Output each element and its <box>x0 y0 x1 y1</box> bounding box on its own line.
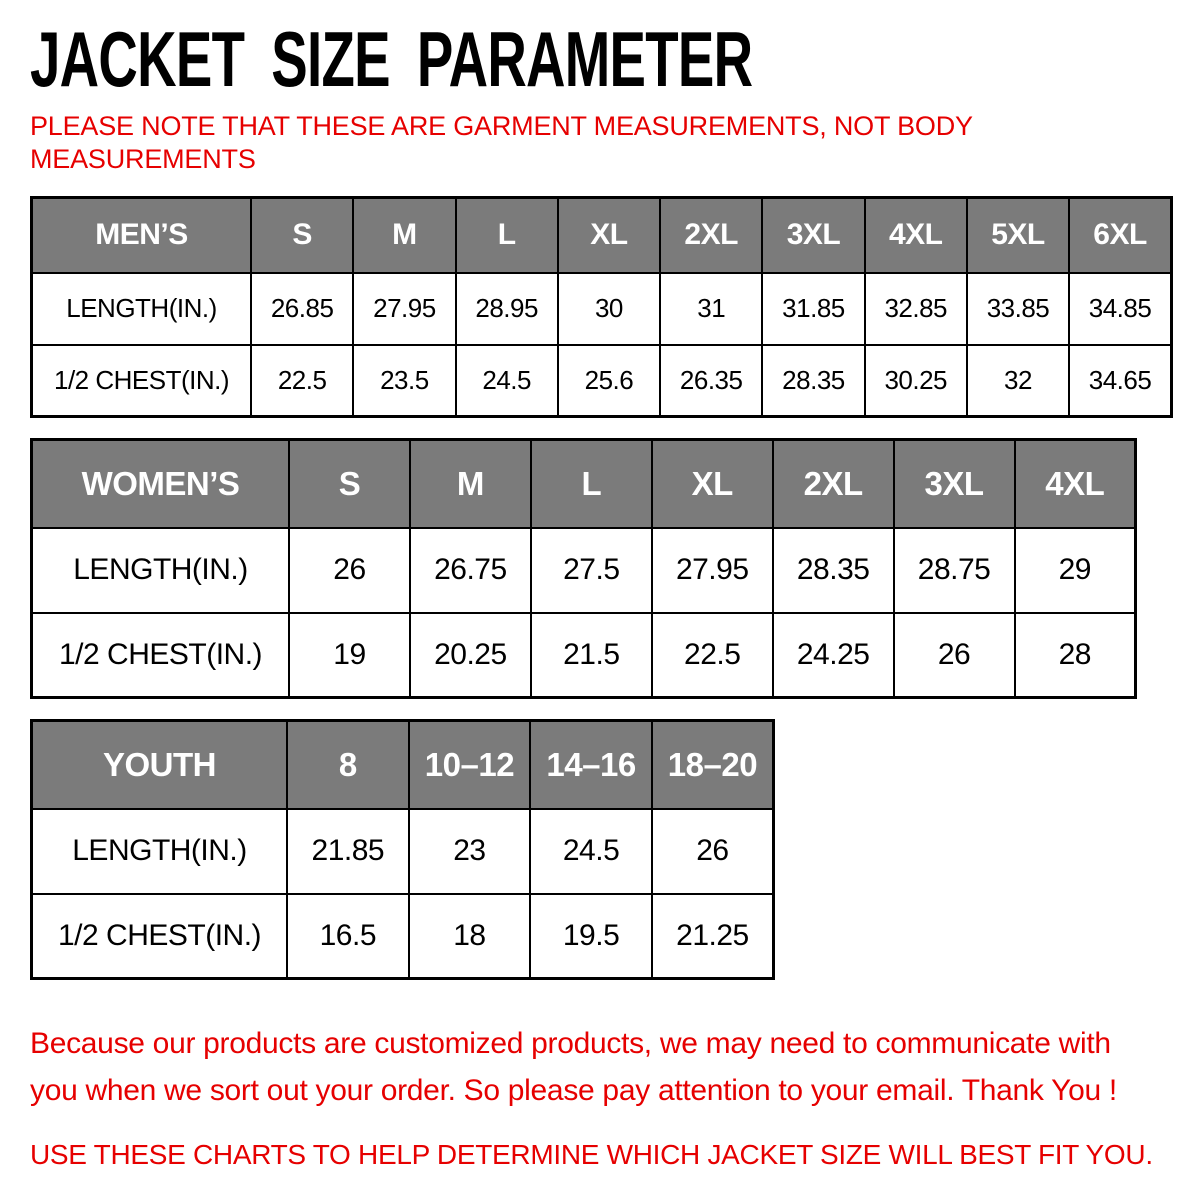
size-value-cell: 28.75 <box>894 528 1015 613</box>
fit-advice-line: USE THESE CHARTS TO HELP DETERMINE WHICH JACKET SIZE WILL BEST FIT YOU. <box>30 1139 1153 1170</box>
table-title-cell: MEN’S <box>32 198 252 273</box>
size-column-header: 4XL <box>1015 440 1136 528</box>
measurement-row <box>32 345 1172 417</box>
size-column-header: M <box>353 198 455 273</box>
mens-size-table <box>30 196 1173 418</box>
size-value-cell: 26.85 <box>251 273 353 345</box>
measurement-row <box>32 613 1136 698</box>
size-column-header: M <box>410 440 531 528</box>
size-value-cell: 22.5 <box>652 613 773 698</box>
size-column-header: 6XL <box>1069 198 1171 273</box>
size-column-header: S <box>289 440 410 528</box>
size-header-row <box>32 440 1136 528</box>
size-value-cell: 33.85 <box>967 273 1069 345</box>
size-column-header: 8 <box>287 721 409 809</box>
size-column-header: 14–16 <box>530 721 652 809</box>
measurement-row <box>32 894 774 979</box>
size-value-cell: 26.75 <box>410 528 531 613</box>
size-value-cell: 26 <box>652 809 774 894</box>
size-value-cell: 22.5 <box>251 345 353 417</box>
size-column-header: S <box>251 198 353 273</box>
table-title-cell: YOUTH <box>32 721 288 809</box>
size-value-cell: 24.5 <box>530 809 652 894</box>
size-value-cell: 23 <box>409 809 531 894</box>
size-value-cell: 23.5 <box>353 345 455 417</box>
size-value-cell: 28 <box>1015 613 1136 698</box>
size-value-cell: 27.95 <box>652 528 773 613</box>
measurement-row-label: LENGTH(IN.) <box>32 528 290 613</box>
size-value-cell: 34.65 <box>1069 345 1171 417</box>
size-value-cell: 26 <box>289 528 410 613</box>
youth-size-table <box>30 719 775 980</box>
size-value-cell: 21.25 <box>652 894 774 979</box>
size-value-cell: 28.95 <box>456 273 558 345</box>
size-value-cell: 32 <box>967 345 1069 417</box>
size-column-header: 3XL <box>762 198 864 273</box>
size-column-header: 10–12 <box>409 721 531 809</box>
size-value-cell: 26 <box>894 613 1015 698</box>
size-value-cell: 27.5 <box>531 528 652 613</box>
size-column-header: 2XL <box>660 198 762 273</box>
size-value-cell: 31.85 <box>762 273 864 345</box>
size-value-cell: 18 <box>409 894 531 979</box>
size-column-header: XL <box>652 440 773 528</box>
measurement-row <box>32 528 1136 613</box>
size-header-row <box>32 198 1172 273</box>
measurement-row-label: 1/2 CHEST(IN.) <box>32 613 290 698</box>
size-column-header: 2XL <box>773 440 894 528</box>
garment-measurements-note: PLEASE NOTE THAT THESE ARE GARMENT MEASUREMENTS, NOT BODY MEASUREMENTS <box>30 111 973 174</box>
size-value-cell: 21.85 <box>287 809 409 894</box>
size-value-cell: 28.35 <box>762 345 864 417</box>
size-value-cell: 28.35 <box>773 528 894 613</box>
size-value-cell: 30 <box>558 273 660 345</box>
size-value-cell: 25.6 <box>558 345 660 417</box>
size-header-row <box>32 721 774 809</box>
size-column-header: L <box>456 198 558 273</box>
size-value-cell: 19.5 <box>530 894 652 979</box>
page-title: JACKET SIZE PARAMETER <box>30 15 753 103</box>
measurement-row <box>32 273 1172 345</box>
size-column-header: L <box>531 440 652 528</box>
measurement-row-label: LENGTH(IN.) <box>32 273 252 345</box>
size-value-cell: 26.35 <box>660 345 762 417</box>
size-value-cell: 19 <box>289 613 410 698</box>
size-column-header: XL <box>558 198 660 273</box>
size-value-cell: 31 <box>660 273 762 345</box>
size-column-header: 5XL <box>967 198 1069 273</box>
size-value-cell: 24.25 <box>773 613 894 698</box>
size-value-cell: 32.85 <box>865 273 967 345</box>
measurement-row <box>32 809 774 894</box>
table-title-cell: WOMEN’S <box>32 440 290 528</box>
size-value-cell: 20.25 <box>410 613 531 698</box>
measurement-row-label: 1/2 CHEST(IN.) <box>32 894 288 979</box>
size-value-cell: 30.25 <box>865 345 967 417</box>
size-column-header: 18–20 <box>652 721 774 809</box>
size-column-header: 4XL <box>865 198 967 273</box>
size-value-cell: 29 <box>1015 528 1136 613</box>
size-value-cell: 27.95 <box>353 273 455 345</box>
size-value-cell: 21.5 <box>531 613 652 698</box>
customization-notice: Because our products are customized products, we may need to communicate with you when we sort out your order. So please pay attention to your email. Thank You ! <box>30 1027 1117 1107</box>
womens-size-table <box>30 438 1137 699</box>
size-value-cell: 34.85 <box>1069 273 1171 345</box>
size-value-cell: 24.5 <box>456 345 558 417</box>
size-value-cell: 16.5 <box>287 894 409 979</box>
measurement-row-label: LENGTH(IN.) <box>32 809 288 894</box>
measurement-row-label: 1/2 CHEST(IN.) <box>32 345 252 417</box>
size-column-header: 3XL <box>894 440 1015 528</box>
